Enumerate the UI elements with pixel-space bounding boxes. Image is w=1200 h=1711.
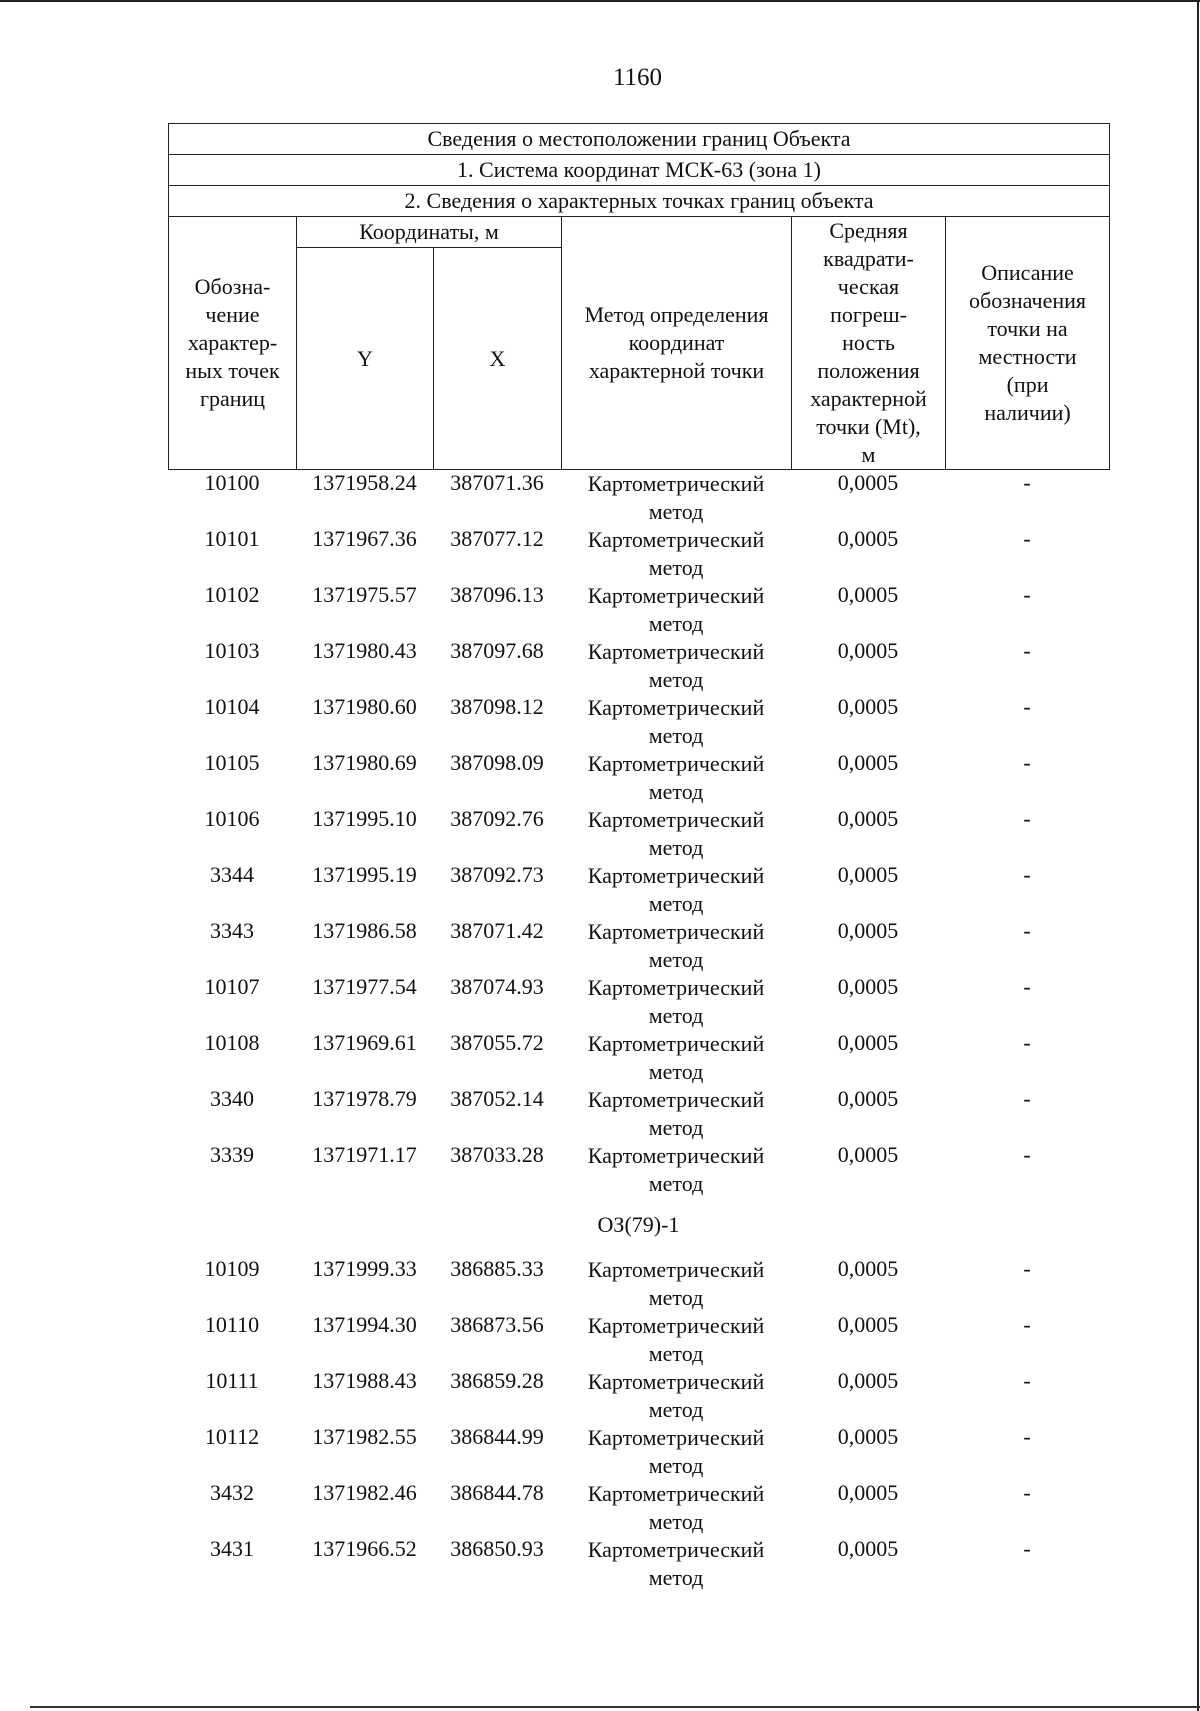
- description: -: [1023, 1312, 1031, 1337]
- coord-y: 1371986.58: [312, 918, 417, 943]
- coord-y: 1371999.33: [312, 1256, 417, 1281]
- method: Картометрический метод: [587, 527, 765, 580]
- error-value: 0,0005: [837, 1480, 899, 1505]
- method: Картометрический метод: [587, 695, 765, 748]
- table-row: [168, 694, 1109, 750]
- error-value: 0,0005: [837, 918, 899, 943]
- method: Картометрический метод: [587, 1087, 765, 1140]
- col-error: Средняя квадрати- ческая погреш- ность положения характерной точки (Mt), м: [792, 217, 946, 470]
- coord-x: 386859.28: [450, 1368, 544, 1393]
- point-id: 10102: [204, 582, 260, 607]
- coord-x: 387077.12: [450, 526, 544, 551]
- col-designation: Обозна- чение характер- ных точек границ: [169, 217, 297, 470]
- method: Картометрический метод: [587, 1031, 765, 1084]
- error-value: 0,0005: [837, 694, 899, 719]
- method: Картометрический метод: [587, 975, 765, 1028]
- method: Картометрический метод: [587, 583, 765, 636]
- point-id: 3340: [210, 1086, 254, 1111]
- error-value: 0,0005: [837, 1142, 899, 1167]
- error-value: 0,0005: [837, 1086, 899, 1111]
- coord-y: 1371980.60: [312, 694, 417, 719]
- coord-x: 386873.56: [450, 1312, 544, 1337]
- table-row: [168, 582, 1109, 638]
- method: Картометрический метод: [587, 1369, 765, 1422]
- coord-x: 387097.68: [450, 638, 544, 663]
- description: -: [1023, 470, 1031, 495]
- point-id: 3343: [210, 918, 254, 943]
- table-row: [168, 862, 1109, 918]
- col-y: Y: [297, 248, 434, 470]
- coord-y: 1371978.79: [312, 1086, 417, 1111]
- coord-x: 387071.42: [450, 918, 544, 943]
- page-number: 1160: [612, 64, 663, 91]
- coord-y: 1371994.30: [312, 1312, 417, 1337]
- table-row: [168, 1142, 1109, 1198]
- point-id: 3339: [210, 1142, 254, 1167]
- coord-x: 386885.33: [450, 1256, 544, 1281]
- coord-y: 1371982.46: [312, 1480, 417, 1505]
- point-id: 10103: [204, 638, 260, 663]
- table-row: [168, 974, 1109, 1030]
- error-value: 0,0005: [837, 1256, 899, 1281]
- description: -: [1023, 1086, 1031, 1111]
- error-value: 0,0005: [837, 1424, 899, 1449]
- point-id: 10106: [204, 806, 260, 831]
- coord-x: 387098.12: [450, 694, 544, 719]
- coord-x: 387071.36: [450, 470, 544, 495]
- description: -: [1023, 806, 1031, 831]
- point-id: 10101: [204, 526, 260, 551]
- point-id: 10109: [204, 1256, 260, 1281]
- method: Картометрический метод: [587, 1143, 765, 1196]
- table-row: [168, 1086, 1109, 1142]
- col-description: Описание обозначения точки на местности (при наличии): [946, 217, 1110, 470]
- coord-x: 387033.28: [450, 1142, 544, 1167]
- error-value: 0,0005: [837, 526, 899, 551]
- description: -: [1023, 1480, 1031, 1505]
- point-id: 10105: [204, 750, 260, 775]
- page-border-bottom: [30, 1706, 1200, 1708]
- coord-x: 387055.72: [450, 1030, 544, 1055]
- description: -: [1023, 750, 1031, 775]
- method: Картометрический метод: [587, 751, 765, 804]
- table-row: [168, 470, 1109, 526]
- method: Картометрический метод: [587, 919, 765, 972]
- coord-y: 1371995.10: [312, 806, 417, 831]
- col-x: X: [434, 248, 562, 470]
- point-id: 10111: [205, 1368, 259, 1393]
- coord-y: 1371982.55: [312, 1424, 417, 1449]
- coord-x: 387074.93: [450, 974, 544, 999]
- point-id: 3344: [210, 862, 254, 887]
- coordinate-system: 1. Система координат МСК-63 (зона 1): [169, 155, 1110, 186]
- table-row: [168, 638, 1109, 694]
- error-value: 0,0005: [837, 1368, 899, 1393]
- description: -: [1023, 582, 1031, 607]
- coord-x: 387092.73: [450, 862, 544, 887]
- error-value: 0,0005: [837, 862, 899, 887]
- coord-y: 1371975.57: [312, 582, 417, 607]
- coord-x: 386844.99: [450, 1424, 544, 1449]
- description: -: [1023, 1142, 1031, 1167]
- table-row: [168, 526, 1109, 582]
- error-value: 0,0005: [837, 1030, 899, 1055]
- point-id: 10104: [204, 694, 260, 719]
- description: -: [1023, 974, 1031, 999]
- coord-y: 1371980.69: [312, 750, 417, 775]
- coord-x: 387092.76: [450, 806, 544, 831]
- table-row: [168, 1256, 1109, 1312]
- method: Картометрический метод: [587, 1313, 765, 1366]
- description: -: [1023, 694, 1031, 719]
- point-id: 10110: [204, 1312, 260, 1337]
- description: -: [1023, 1368, 1031, 1393]
- description: -: [1023, 1256, 1031, 1281]
- description: -: [1023, 638, 1031, 663]
- coord-x: 387096.13: [450, 582, 544, 607]
- error-value: 0,0005: [837, 582, 899, 607]
- coord-y: 1371995.19: [312, 862, 417, 887]
- group-label: ОЗ(79)-1: [597, 1212, 680, 1237]
- col-coordinates: Координаты, м: [297, 217, 562, 248]
- coord-y: 1371977.54: [312, 974, 417, 999]
- coord-y: 1371966.52: [312, 1536, 417, 1561]
- error-value: 0,0005: [837, 750, 899, 775]
- description: -: [1023, 526, 1031, 551]
- section-heading: 2. Сведения о характерных точках границ объекта: [169, 186, 1110, 217]
- coord-y: 1371958.24: [312, 470, 417, 495]
- table-row: [168, 750, 1109, 806]
- coord-y: 1371980.43: [312, 638, 417, 663]
- table-row: [168, 1480, 1109, 1536]
- description: -: [1023, 1030, 1031, 1055]
- coord-y: 1371988.43: [312, 1368, 417, 1393]
- point-id: 10112: [204, 1424, 260, 1449]
- error-value: 0,0005: [837, 806, 899, 831]
- method: Картометрический метод: [587, 863, 765, 916]
- table-row: [168, 1536, 1109, 1592]
- coord-x: 387052.14: [450, 1086, 544, 1111]
- page-border-top: [0, 0, 1200, 2]
- page-border-right: [1197, 0, 1199, 1711]
- col-method: Метод определения координат характерной точки: [562, 217, 792, 470]
- method: Картометрический метод: [587, 1257, 765, 1310]
- table-row: [168, 1030, 1109, 1086]
- table-row: [168, 1424, 1109, 1480]
- table-title: Сведения о местоположении границ Объекта: [169, 124, 1110, 155]
- error-value: 0,0005: [837, 974, 899, 999]
- description: -: [1023, 1536, 1031, 1561]
- method: Картометрический метод: [587, 1481, 765, 1534]
- error-value: 0,0005: [837, 638, 899, 663]
- method: Картометрический метод: [587, 471, 765, 524]
- point-id: 10108: [204, 1030, 260, 1055]
- coord-x: 386844.78: [450, 1480, 544, 1505]
- method: Картометрический метод: [587, 1425, 765, 1478]
- description: -: [1023, 918, 1031, 943]
- coord-y: 1371969.61: [312, 1030, 417, 1055]
- header-table: [168, 123, 1110, 470]
- coord-x: 387098.09: [450, 750, 544, 775]
- point-id: 3432: [210, 1480, 254, 1505]
- method: Картометрический метод: [587, 639, 765, 692]
- point-id: 3431: [210, 1536, 254, 1561]
- description: -: [1023, 1424, 1031, 1449]
- point-id: 10100: [204, 470, 260, 495]
- error-value: 0,0005: [837, 470, 899, 495]
- table-row: [168, 918, 1109, 974]
- coord-x: 386850.93: [450, 1536, 544, 1561]
- table-row: [168, 1368, 1109, 1424]
- table-row: [168, 806, 1109, 862]
- description: -: [1023, 862, 1031, 887]
- error-value: 0,0005: [837, 1536, 899, 1561]
- coord-y: 1371971.17: [312, 1142, 417, 1167]
- error-value: 0,0005: [837, 1312, 899, 1337]
- method: Картометрический метод: [587, 807, 765, 860]
- coord-y: 1371967.36: [312, 526, 417, 551]
- method: Картометрический метод: [587, 1537, 765, 1590]
- point-id: 10107: [204, 974, 260, 999]
- table-row: [168, 1312, 1109, 1368]
